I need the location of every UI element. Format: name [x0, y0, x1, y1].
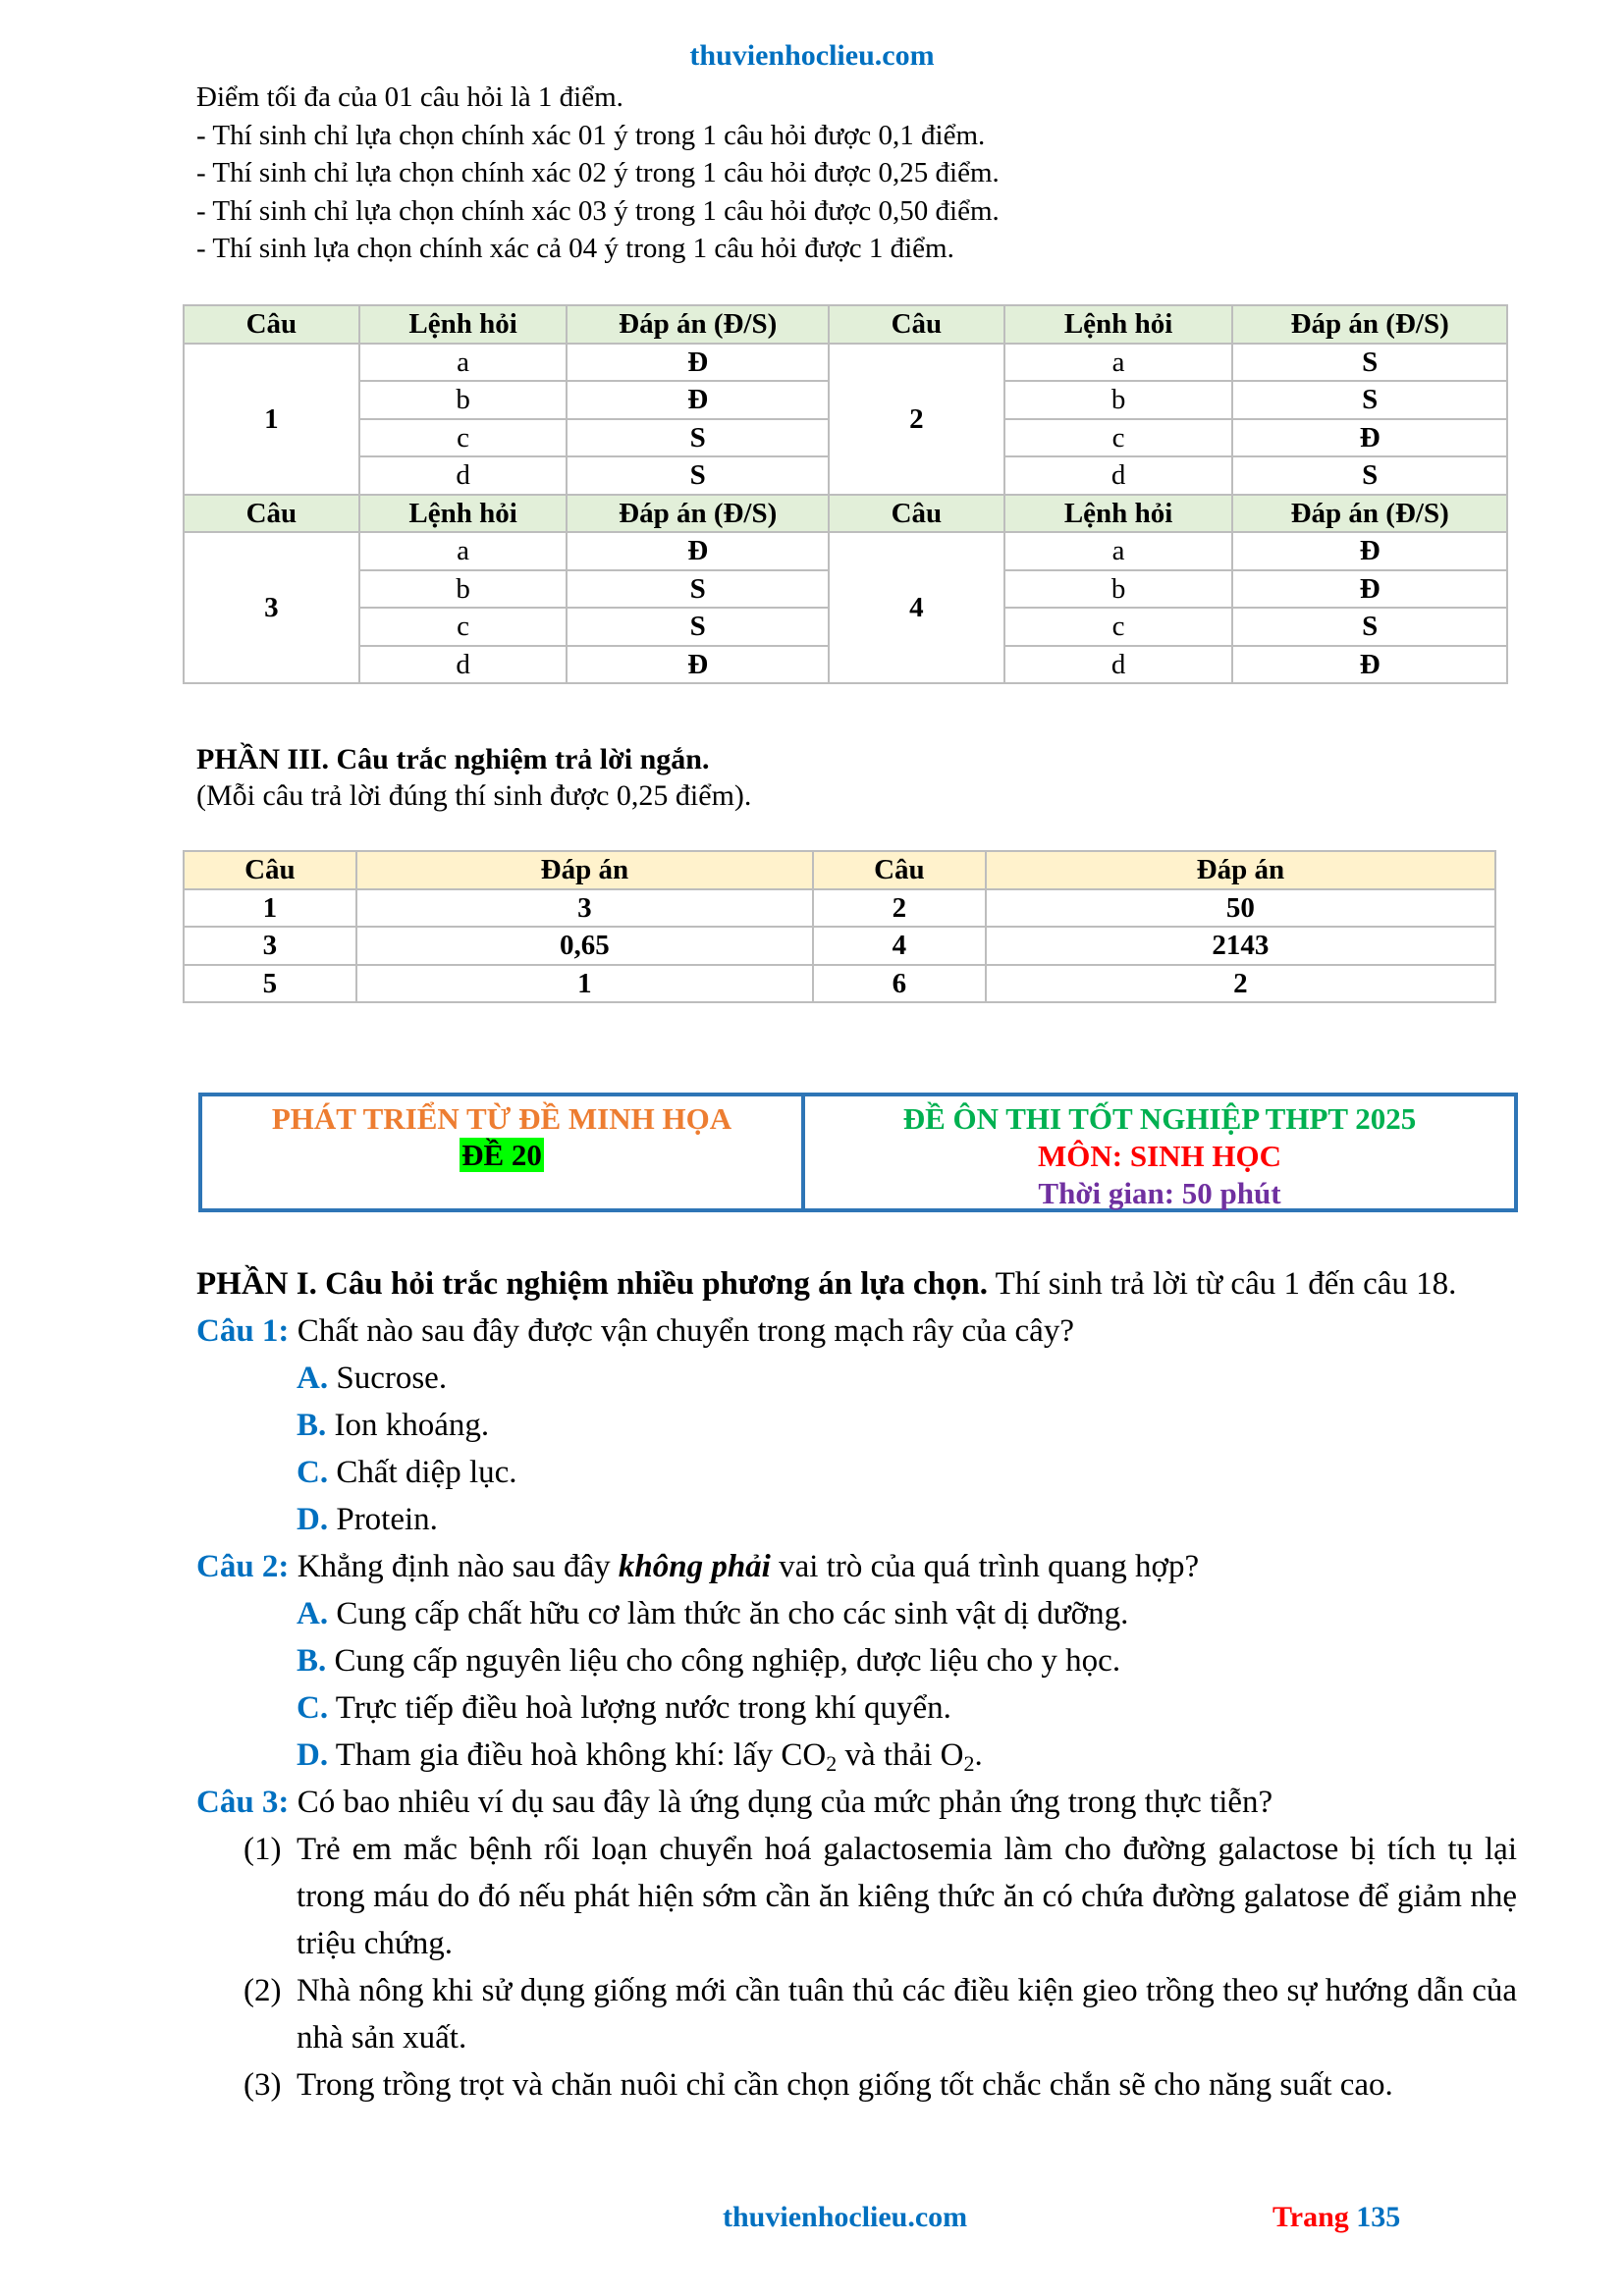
- scoring-rule: - Thí sinh chỉ lựa chọn chính xác 01 ý trong 1 câu hỏi được 0,1 điểm.: [196, 119, 986, 151]
- answer-cell: Đ: [1232, 419, 1507, 457]
- scoring-rule: Điểm tối đa của 01 câu hỏi là 1 điểm.: [196, 81, 623, 113]
- exam-code-badge: ĐỀ 20: [461, 1138, 542, 1172]
- option-text: và thải O: [837, 1737, 964, 1773]
- short-answer-table: [183, 850, 1496, 1003]
- statement-cell: d: [359, 456, 568, 495]
- scoring-rule: - Thí sinh chỉ lựa chọn chính xác 02 ý trong 1 câu hỏi được 0,25 điểm.: [196, 157, 1000, 188]
- answer-cell: S: [567, 570, 829, 609]
- header-site-link: thuvienhoclieu.com: [689, 39, 935, 72]
- statement-cell: a: [359, 344, 568, 382]
- header-cell: Câu: [184, 851, 356, 889]
- header-cell: Lệnh hỏi: [359, 495, 568, 533]
- statement-cell: b: [359, 381, 568, 419]
- header-cell: Đáp án (Đ/S): [1232, 305, 1507, 344]
- page-value: 135: [1356, 2201, 1401, 2233]
- table-row: [184, 927, 1495, 965]
- statement-cell: b: [359, 570, 568, 609]
- header-cell: Câu: [829, 305, 1004, 344]
- option-text: Cung cấp chất hữu cơ làm thức ăn cho các sinh vật dị dưỡng.: [328, 1596, 1129, 1631]
- answer-cell: S: [567, 419, 829, 457]
- statement-cell: b: [1004, 381, 1233, 419]
- answer-cell: 2143: [986, 927, 1495, 965]
- option-a: [196, 1590, 1517, 1637]
- list-item: [196, 2061, 1517, 2109]
- option-a: [196, 1355, 1517, 1402]
- option-text: Cung cấp nguyên liệu cho công nghiệp, dược liệu cho y học.: [326, 1643, 1121, 1679]
- part1-instruction: Thí sinh trả lời từ câu 1 đến câu 18.: [988, 1266, 1457, 1302]
- option-letter: B.: [297, 1408, 327, 1443]
- statement-cell: c: [359, 419, 568, 457]
- item-number: (1): [244, 1832, 282, 1867]
- question-2: [196, 1543, 1517, 1590]
- option-letter: D.: [297, 1737, 329, 1773]
- answer-cell: 0,65: [356, 927, 813, 965]
- true-false-answer-table: [183, 304, 1508, 684]
- subscript: 2: [963, 1751, 975, 1776]
- answer-cell: S: [567, 456, 829, 495]
- question-label: Câu 2:: [196, 1549, 290, 1584]
- scoring-rule: - Thí sinh lựa chọn chính xác cả 04 ý trong 1 câu hỏi được 1 điểm.: [196, 233, 954, 264]
- header-cell: Câu: [829, 495, 1004, 533]
- header-cell: Đáp án: [986, 851, 1495, 889]
- header-cell: Câu: [184, 305, 359, 344]
- question-number-cell: 1: [184, 344, 359, 495]
- answer-cell: 1: [356, 965, 813, 1003]
- answer-cell: 3: [356, 889, 813, 928]
- question-text: vai trò của quá trình quang hợp?: [770, 1549, 1200, 1584]
- question-number-cell: 6: [813, 965, 986, 1003]
- exam-origin: PHÁT TRIỂN TỪ ĐỀ MINH HỌA: [271, 1101, 732, 1136]
- exam-header-left: [202, 1096, 805, 1208]
- subscript: 2: [826, 1751, 838, 1776]
- table-header-row: [184, 851, 1495, 889]
- table-row: [184, 889, 1495, 928]
- exam-subject: MÔN: SINH HỌC: [1038, 1139, 1281, 1173]
- item-text: Trẻ em mắc bệnh rối loạn chuyển hoá galactosemia làm cho đường galactose bị tích tụ lại trong máu do đó nếu phát hiện sớm cần ăn kiêng thức ăn có chứa đường galatose để giảm nhẹ triệu chứng.: [297, 1832, 1517, 1961]
- question-number-cell: 5: [184, 965, 356, 1003]
- option-c: [196, 1684, 1517, 1732]
- option-letter: C.: [297, 1455, 329, 1490]
- table-row: [184, 965, 1495, 1003]
- statement-cell: d: [1004, 456, 1233, 495]
- option-c: [196, 1449, 1517, 1496]
- question-number-cell: 3: [184, 532, 359, 683]
- statement-cell: d: [359, 646, 568, 684]
- answer-cell: S: [567, 608, 829, 646]
- page-number: [1272, 2201, 1400, 2234]
- footer-site-link: thuvienhoclieu.com: [723, 2201, 968, 2233]
- answer-cell: Đ: [1232, 570, 1507, 609]
- question-text: Khẳng định nào sau đây: [289, 1549, 619, 1584]
- table-row: [184, 344, 1507, 382]
- answer-cell: 50: [986, 889, 1495, 928]
- answer-cell: Đ: [567, 532, 829, 570]
- answer-cell: S: [1232, 381, 1507, 419]
- scoring-rule: - Thí sinh chỉ lựa chọn chính xác 03 ý trong 1 câu hỏi được 0,50 điểm.: [196, 194, 1000, 227]
- statement-cell: a: [359, 532, 568, 570]
- answer-cell: Đ: [567, 381, 829, 419]
- exam-title: ĐỀ ÔN THI TỐT NGHIỆP THPT 2025: [902, 1101, 1417, 1136]
- answer-cell: S: [1232, 608, 1507, 646]
- question-number-cell: 4: [829, 532, 1004, 683]
- exam-duration: Thời gian: 50 phút: [1038, 1176, 1281, 1210]
- item-text: Trong trồng trọt và chăn nuôi chỉ cần chọn giống tốt chắc chắn sẽ cho năng suất cao.: [297, 2067, 1393, 2103]
- option-d: [196, 1496, 1517, 1543]
- answer-cell: S: [1232, 456, 1507, 495]
- table-row: [184, 532, 1507, 570]
- answer-cell: Đ: [1232, 532, 1507, 570]
- exam-code-line: [202, 1137, 801, 1173]
- item-number: (3): [244, 2067, 282, 2103]
- header-cell: Lệnh hỏi: [359, 305, 568, 344]
- answer-cell: Đ: [567, 646, 829, 684]
- part3-note: (Mỗi câu trả lời đúng thí sinh được 0,25 điểm).: [196, 779, 752, 812]
- option-text: .: [974, 1737, 983, 1773]
- option-text: Tham gia điều hoà không khí: lấy CO: [328, 1737, 827, 1773]
- list-item: [196, 1967, 1517, 2061]
- question-number-cell: 2: [813, 889, 986, 928]
- option-b: [196, 1402, 1517, 1449]
- table-header-row: [184, 305, 1507, 344]
- question-label: Câu 3:: [196, 1785, 290, 1820]
- answer-cell: 2: [986, 965, 1495, 1003]
- header-cell: Đáp án: [356, 851, 813, 889]
- part1-title: PHẦN I. Câu hỏi trắc nghiệm nhiều phương án lựa chọn.: [196, 1266, 989, 1302]
- statement-cell: c: [359, 608, 568, 646]
- question-number-cell: 4: [813, 927, 986, 965]
- option-text: Trực tiếp điều hoà lượng nước trong khí quyển.: [328, 1690, 951, 1726]
- statement-cell: b: [1004, 570, 1233, 609]
- question-text: Có bao nhiêu ví dụ sau đây là ứng dụng của mức phản ứng trong thực tiễn?: [289, 1785, 1273, 1820]
- exam-header-box: [198, 1093, 1518, 1212]
- statement-cell: c: [1004, 608, 1233, 646]
- question-text: Chất nào sau đây được vận chuyển trong mạch rây của cây?: [289, 1313, 1074, 1349]
- header-cell: Lệnh hỏi: [1004, 495, 1233, 533]
- item-number: (2): [244, 1973, 282, 2008]
- exam-body: [196, 1260, 1517, 2109]
- option-letter: D.: [297, 1502, 329, 1537]
- option-text: Sucrose.: [328, 1361, 448, 1396]
- header-cell: Câu: [184, 495, 359, 533]
- header-cell: Đáp án (Đ/S): [567, 305, 829, 344]
- question-label: Câu 1:: [196, 1313, 290, 1349]
- header-cell: Đáp án (Đ/S): [567, 495, 829, 533]
- option-letter: A.: [297, 1596, 329, 1631]
- option-text: Protein.: [328, 1502, 438, 1537]
- question-number-cell: 2: [829, 344, 1004, 495]
- answer-cell: S: [1232, 344, 1507, 382]
- question-number-cell: 1: [184, 889, 356, 928]
- option-letter: B.: [297, 1643, 327, 1679]
- question-3: [196, 1779, 1517, 1826]
- list-item: [196, 1826, 1517, 1967]
- statement-cell: c: [1004, 419, 1233, 457]
- option-b: [196, 1637, 1517, 1684]
- answer-cell: Đ: [567, 344, 829, 382]
- option-text: Ion khoáng.: [326, 1408, 490, 1443]
- header-cell: Lệnh hỏi: [1004, 305, 1233, 344]
- page-label: Trang: [1272, 2201, 1357, 2233]
- option-letter: A.: [297, 1361, 329, 1396]
- question-emphasis: không phải: [618, 1549, 771, 1584]
- exam-header-right: [805, 1096, 1514, 1208]
- option-text: Chất diệp lục.: [328, 1455, 517, 1490]
- scoring-rules: [196, 79, 1473, 268]
- statement-cell: a: [1004, 344, 1233, 382]
- table-header-row: [184, 495, 1507, 533]
- statement-cell: a: [1004, 532, 1233, 570]
- header-cell: Đáp án (Đ/S): [1232, 495, 1507, 533]
- question-1: [196, 1308, 1517, 1355]
- option-d: [196, 1732, 1517, 1779]
- part3-title: PHẦN III. Câu trắc nghiệm trả lời ngắn.: [196, 743, 710, 775]
- statement-cell: d: [1004, 646, 1233, 684]
- item-text: Nhà nông khi sử dụng giống mới cần tuân thủ các điều kiện gieo trồng theo sự hướng dẫn của nhà sản xuất.: [297, 1973, 1517, 2056]
- answer-cell: Đ: [1232, 646, 1507, 684]
- question-number-cell: 3: [184, 927, 356, 965]
- option-letter: C.: [297, 1690, 329, 1726]
- header-cell: Câu: [813, 851, 986, 889]
- part1-heading: [196, 1260, 1517, 1308]
